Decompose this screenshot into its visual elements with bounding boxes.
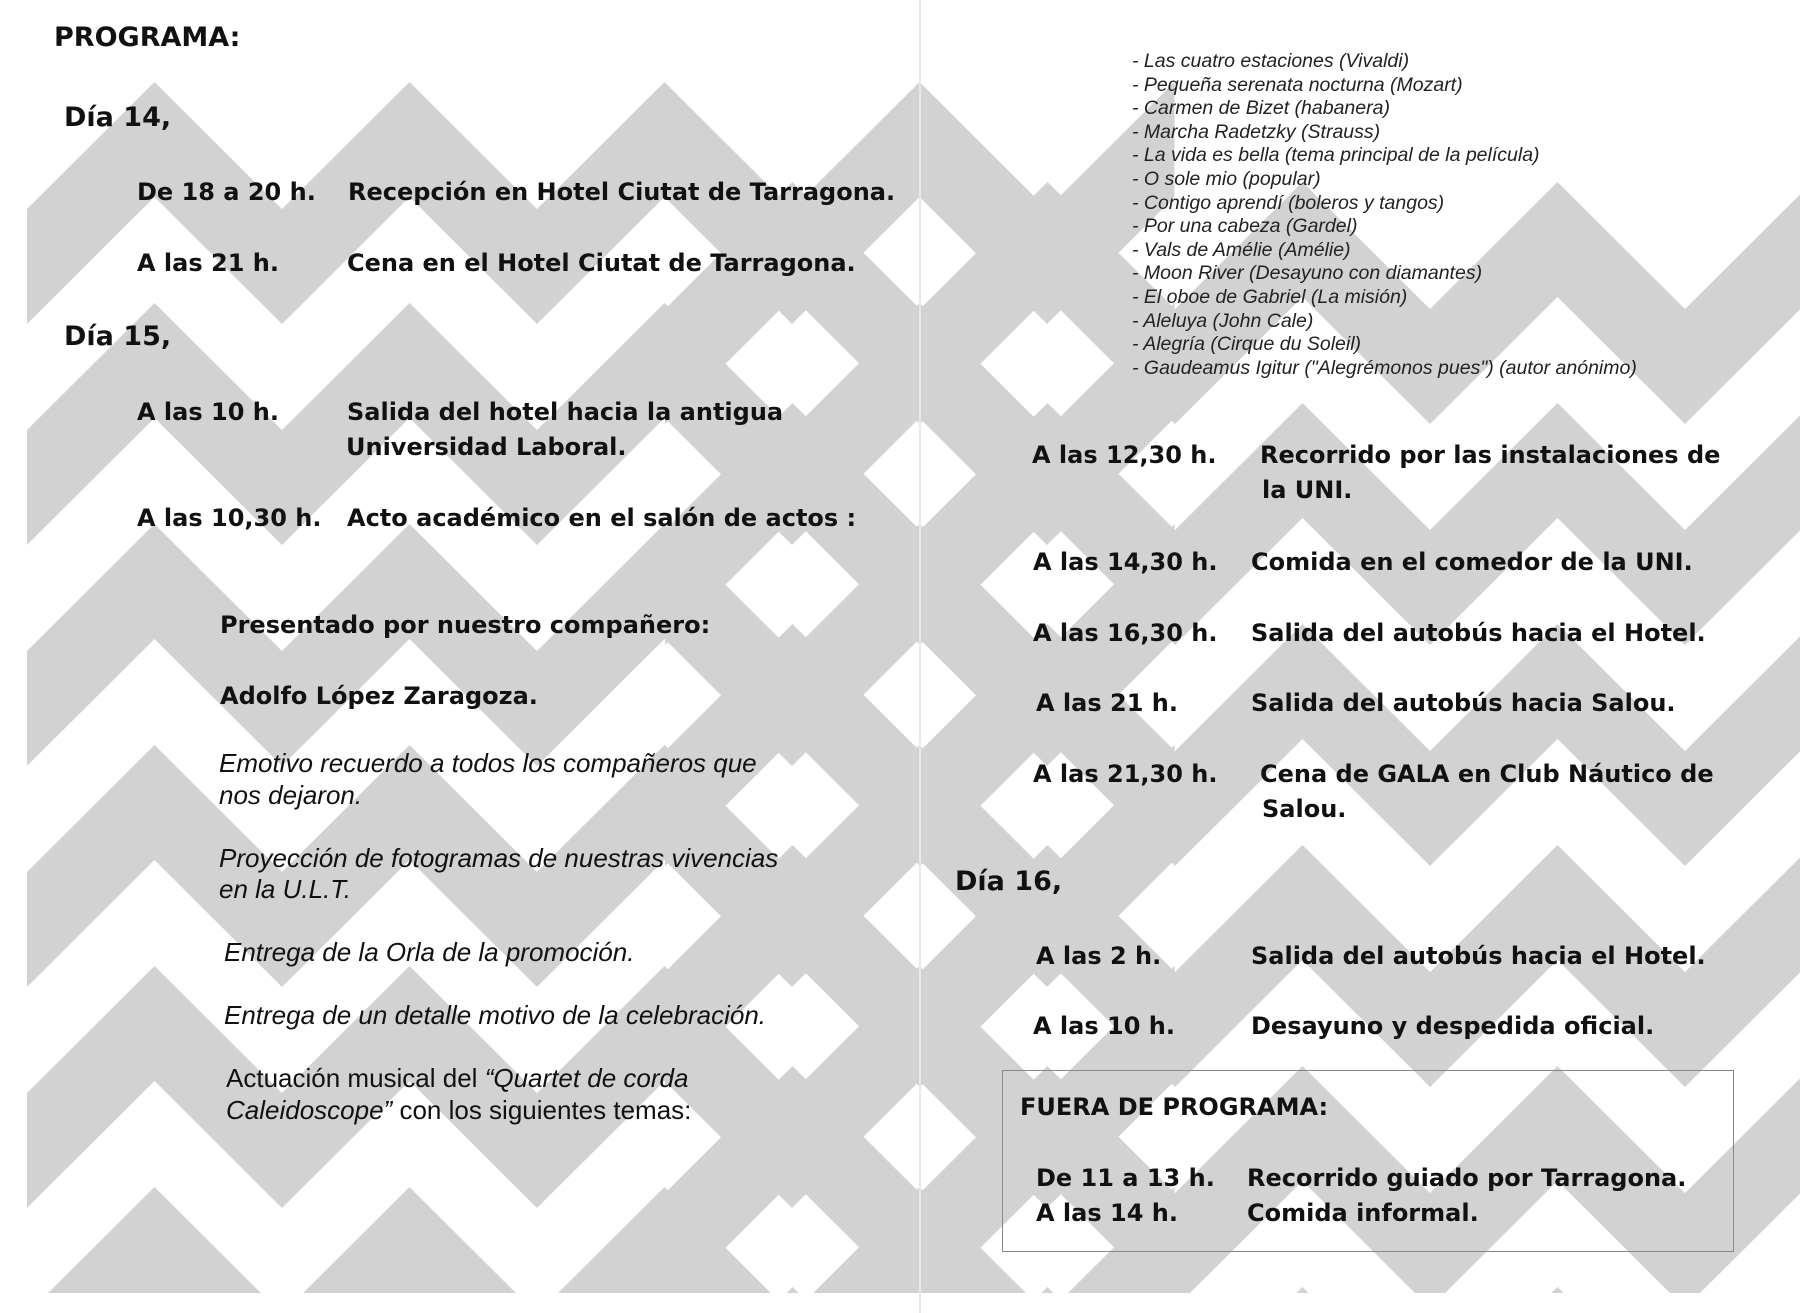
music-group-title-part1: “Quartet de corda <box>484 1063 689 1093</box>
song-item: - Aleluya (John Cale) <box>1132 309 1314 332</box>
afternoon-item3-desc: Salida del autobús hacia el Hotel. <box>1251 619 1706 647</box>
day15-item1-desc-line1: Salida del hotel hacia la antigua <box>347 398 784 426</box>
projection-line1: Proyección de fotogramas de nuestras vivencias <box>219 843 779 873</box>
projection-line2: en la U.L.T. <box>219 874 352 904</box>
afternoon-item5-desc-line1: Cena de GALA en Club Náutico de <box>1260 760 1714 788</box>
song-item: - Gaudeamus Igitur ("Alegrémonos pues") (autor anónimo) <box>1132 356 1637 379</box>
afternoon-item2-time: A las 14,30 h. <box>1033 548 1218 576</box>
music-line1 <box>226 1063 688 1094</box>
song-item: - Pequeña serenata nocturna (Mozart) <box>1132 73 1463 96</box>
afternoon-item3-time: A las 16,30 h. <box>1033 619 1218 647</box>
song-item: - Vals de Amélie (Amélie) <box>1132 238 1351 261</box>
song-item: - Por una cabeza (Gardel) <box>1132 215 1358 238</box>
orla-text: Entrega de la Orla de la promoción. <box>224 937 635 967</box>
extra-item2-time: A las 14 h. <box>1036 1199 1178 1227</box>
day16-item2-desc: Desayuno y despedida oficial. <box>1251 1012 1655 1040</box>
song-item: - Marcha Radetzky (Strauss) <box>1132 120 1381 143</box>
day-14-label: Día 14, <box>64 102 172 133</box>
day-16-label: Día 16, <box>955 866 1063 897</box>
tribute-line1: Emotivo recuerdo a todos los compañeros que <box>219 748 757 778</box>
music-group-title-part2: Caleidoscope” <box>226 1095 393 1125</box>
day16-item1-time: A las 2 h. <box>1036 942 1162 970</box>
afternoon-item5-time: A las 21,30 h. <box>1033 760 1218 788</box>
day15-item2-time: A las 10,30 h. <box>137 504 322 532</box>
song-item: - Carmen de Bizet (habanera) <box>1132 97 1390 120</box>
day14-item1-desc: Recepción en Hotel Ciutat de Tarragona. <box>348 178 896 206</box>
music-intro: Actuación musical del <box>226 1063 485 1093</box>
day16-item2-time: A las 10 h. <box>1033 1012 1175 1040</box>
day15-item2-desc: Acto académico en el salón de actos : <box>347 504 857 532</box>
song-item: - La vida es bella (tema principal de la película) <box>1132 144 1540 167</box>
day16-item1-desc: Salida del autobús hacia el Hotel. <box>1251 942 1706 970</box>
afternoon-item4-time: A las 21 h. <box>1036 689 1178 717</box>
afternoon-item2-desc: Comida en el comedor de la UNI. <box>1251 548 1693 576</box>
song-item: - El oboe de Gabriel (La misión) <box>1132 285 1408 308</box>
presenter-name: Adolfo López Zaragoza. <box>220 682 538 710</box>
program-title: PROGRAMA: <box>54 22 241 53</box>
afternoon-item1-time: A las 12,30 h. <box>1032 441 1217 469</box>
margin-strip <box>0 1293 1800 1313</box>
song-list <box>1132 50 1637 380</box>
song-item: - O sole mio (popular) <box>1132 167 1321 190</box>
song-item: - Alegría (Cirque du Soleil) <box>1132 333 1362 356</box>
afternoon-item1-desc-line1: Recorrido por las instalaciones de <box>1260 441 1721 469</box>
extra-item1-time: De 11 a 13 h. <box>1036 1164 1215 1192</box>
day14-item1-time: De 18 a 20 h. <box>137 178 316 206</box>
song-item: - Las cuatro estaciones (Vivaldi) <box>1132 50 1410 72</box>
afternoon-item4-desc: Salida del autobús hacia Salou. <box>1251 689 1676 717</box>
day15-item1-time: A las 10 h. <box>137 398 279 426</box>
song-item: - Contigo aprendí (boleros y tangos) <box>1132 191 1445 214</box>
gift-text: Entrega de un detalle motivo de la celebración. <box>224 1000 767 1030</box>
day15-item1-desc-line2: Universidad Laboral. <box>346 433 627 461</box>
margin-strip <box>0 0 27 1313</box>
extra-item2-desc: Comida informal. <box>1247 1199 1479 1227</box>
music-line2 <box>226 1095 691 1126</box>
day-15-label: Día 15, <box>64 321 172 352</box>
music-outro: con los siguientes temas: <box>392 1095 692 1125</box>
tribute-line2: nos dejaron. <box>219 780 363 810</box>
extra-item1-desc: Recorrido guiado por Tarragona. <box>1247 1164 1687 1192</box>
day14-item2-desc: Cena en el Hotel Ciutat de Tarragona. <box>347 249 856 277</box>
day14-item2-time: A las 21 h. <box>137 249 279 277</box>
afternoon-item1-desc-line2: la UNI. <box>1262 476 1353 504</box>
afternoon-item5-desc-line2: Salou. <box>1262 795 1347 823</box>
extra-program-title: FUERA DE PROGRAMA: <box>1020 1093 1329 1121</box>
song-item: - Moon River (Desayuno con diamantes) <box>1132 262 1483 285</box>
presenter-intro: Presentado por nuestro compañero: <box>220 611 711 639</box>
